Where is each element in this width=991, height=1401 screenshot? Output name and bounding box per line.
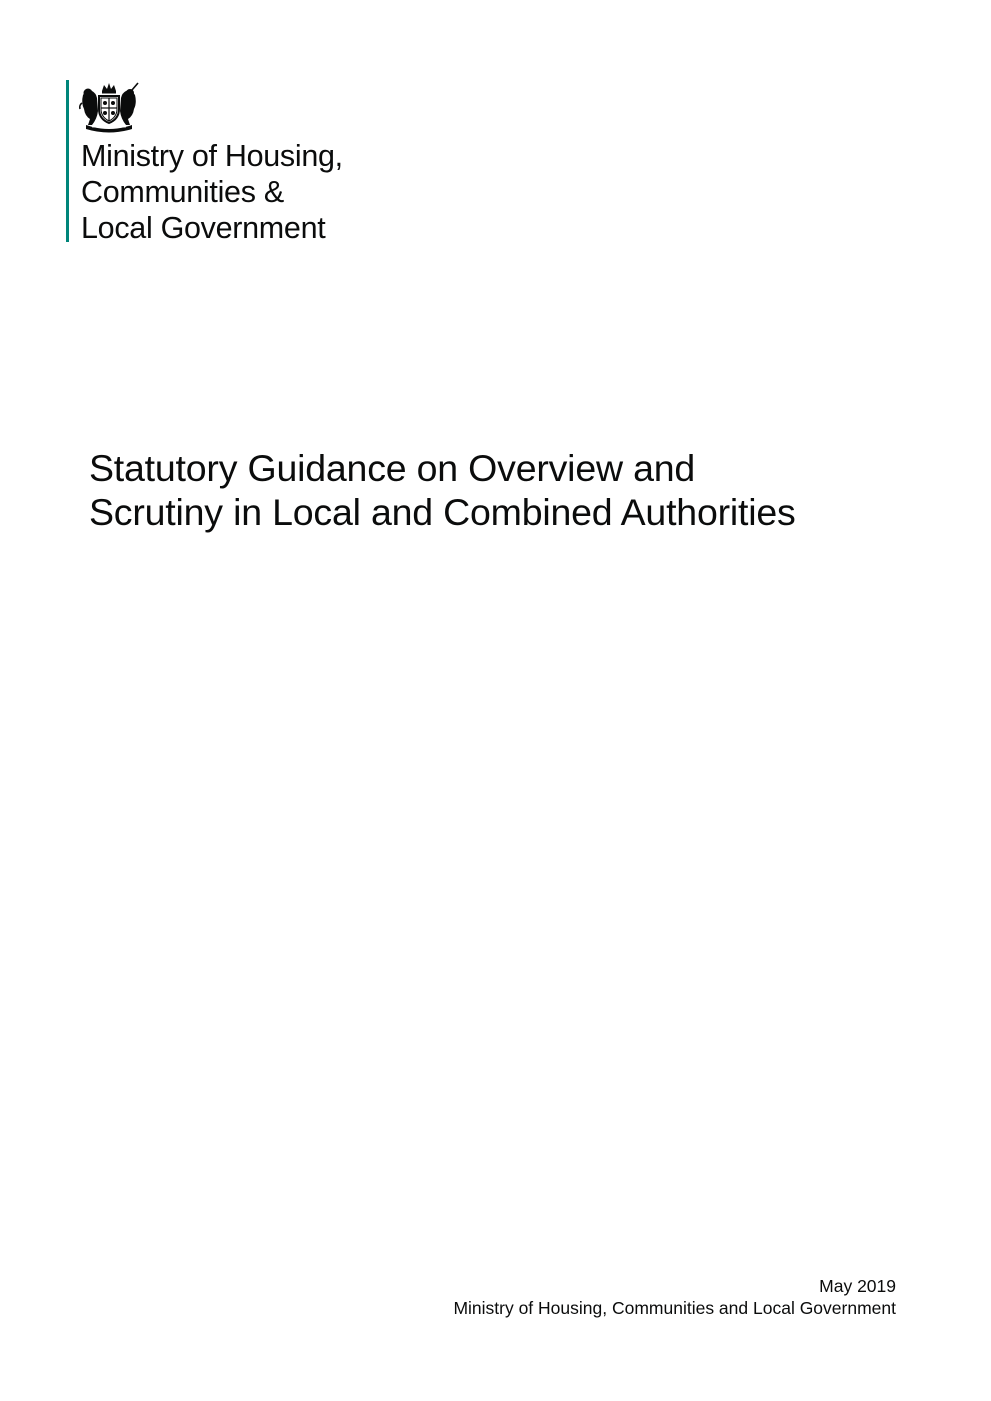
department-name-line: Communities & [81, 175, 284, 209]
logo-accent-rule [66, 80, 69, 242]
document-title-line: Statutory Guidance on Overview and [89, 447, 696, 489]
publication-date: May 2019 [819, 1276, 896, 1296]
department-name-line: Local Government [81, 211, 326, 245]
document-title [89, 446, 796, 534]
publisher-name: Ministry of Housing, Communities and Local Government [453, 1298, 896, 1318]
department-name-line: Ministry of Housing, [81, 139, 343, 173]
department-logo [66, 80, 396, 245]
department-name [81, 138, 343, 246]
publication-footer [453, 1275, 896, 1319]
royal-coat-of-arms-icon [78, 81, 140, 133]
document-title-line: Scrutiny in Local and Combined Authorities [89, 491, 796, 533]
